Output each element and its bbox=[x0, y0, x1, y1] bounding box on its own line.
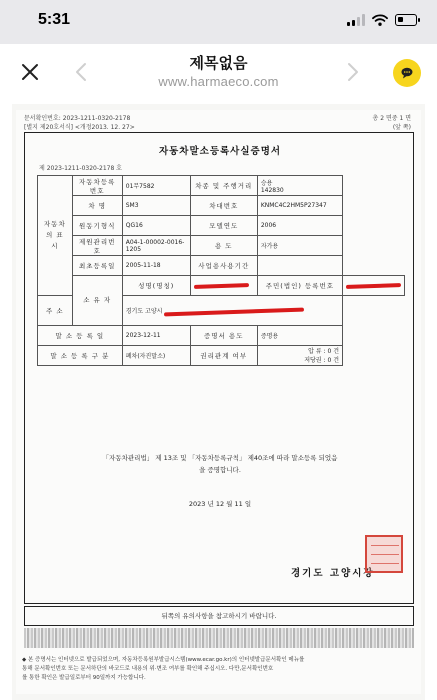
label-dereg-date: 말 소 등 록 일 bbox=[38, 326, 123, 346]
value-address bbox=[122, 296, 342, 326]
label-dereg-type: 말 소 등 록 구 분 bbox=[38, 346, 123, 366]
table-row bbox=[38, 236, 405, 256]
issuer-name: 경기도 고양시장 bbox=[291, 568, 375, 579]
address-text: 경기도 고양시 bbox=[125, 308, 163, 315]
label-model-year: 모델연도 bbox=[190, 216, 257, 236]
battery-icon bbox=[395, 14, 417, 26]
redaction-mark bbox=[194, 283, 249, 289]
label-rights: 권리관계 여부 bbox=[190, 346, 257, 366]
signal-icon bbox=[347, 14, 365, 26]
footnote-line: 통해 문서확인번호 또는 문서하단의 바코드로 내용의 위·변조 여부를 확인해 주십시오. 다만,문서확인번호 bbox=[22, 666, 274, 672]
value-seizure: 0 건 bbox=[327, 347, 339, 355]
doc-form-number: [별지 제20호서식] <개정2013. 12. 27> bbox=[24, 124, 135, 131]
value-name-redacted bbox=[190, 276, 257, 296]
wifi-icon bbox=[372, 14, 388, 26]
browser-sheet bbox=[0, 44, 437, 700]
doc-page-tag: (앞 쪽) bbox=[392, 124, 411, 131]
label-id-no: 주민(법인) 등록번호 bbox=[257, 276, 342, 296]
redaction-mark bbox=[164, 307, 304, 316]
statement-line-1: 「자동차관리법」 제 13조 및 「자동차등록규칙」 제40조에 따라 말소등록 되었음 bbox=[102, 454, 338, 462]
forward-icon[interactable] bbox=[346, 61, 360, 83]
label-reg-no: 자동차등록번호 bbox=[72, 176, 122, 196]
label-proof-use: 증명서 용도 bbox=[190, 326, 257, 346]
vehicle-info-table bbox=[37, 175, 405, 366]
footnote-line: ◆ 본 증명서는 인터넷으로 발급되었으며, 자동차등록원부발급시스템(www.ecar.go.kr)의 인터넷발급문서확인 메뉴를 bbox=[22, 657, 305, 663]
value-vin: KNMC4C2HM5P27347 bbox=[257, 196, 342, 216]
page-title: 제목없음 bbox=[189, 54, 248, 72]
label-seizure: 압 류 : bbox=[308, 347, 326, 355]
label-type-model: 원동기형식 bbox=[72, 216, 122, 236]
value-car-kind bbox=[257, 176, 342, 196]
value-car-name: SM3 bbox=[122, 196, 190, 216]
value-use: 자가용 bbox=[257, 236, 342, 256]
mgmt-no-text: A04-1-00002-0016-1205 bbox=[125, 238, 185, 253]
value-mortgage: 0 건 bbox=[327, 356, 339, 364]
section-owner-label: 소 유 자 bbox=[72, 276, 122, 326]
chat-icon[interactable] bbox=[393, 59, 421, 87]
table-row bbox=[38, 326, 405, 346]
label-mortgage: 저당권 : bbox=[304, 356, 326, 364]
certificate-frame bbox=[24, 132, 414, 604]
label-car-name: 차 명 bbox=[72, 196, 122, 216]
status-bar bbox=[0, 0, 437, 44]
label-car-kind: 차종 및 주행거리 bbox=[190, 176, 257, 196]
value-dereg-type: 폐차(자진말소) bbox=[122, 346, 190, 366]
doc-page-info: 총 2 면중 1 면 bbox=[372, 115, 411, 122]
status-icons bbox=[347, 14, 417, 26]
footnote bbox=[22, 656, 418, 683]
table-row bbox=[38, 196, 405, 216]
document-image bbox=[12, 104, 425, 700]
page-url[interactable]: www.harmaeco.com bbox=[158, 74, 279, 89]
value-rights bbox=[257, 346, 342, 366]
footnote-line: 를 통한 확인은 발급일로부터 90일까지 가능합니다. bbox=[22, 675, 146, 681]
issue-date: 2023 년 12 월 11 일 bbox=[188, 500, 252, 508]
value-type-model: QG16 bbox=[122, 216, 190, 236]
doc-header-right bbox=[373, 114, 411, 132]
official-seal bbox=[365, 535, 403, 573]
value-proof-use: 증명용 bbox=[257, 326, 342, 346]
certificate-page bbox=[16, 110, 421, 694]
value-period bbox=[257, 256, 342, 276]
label-period: 사업용사용기간 bbox=[190, 256, 257, 276]
doc-confirm-number: 문서확인번호: 2023-1211-0320-2178 bbox=[24, 115, 131, 122]
label-mgmt-no: 제원관리번호 bbox=[72, 236, 122, 256]
value-mileage: 142830 bbox=[260, 186, 284, 194]
value-reg-no: 01무7582 bbox=[122, 176, 190, 196]
table-row bbox=[38, 276, 405, 296]
statement-line-2: 을 증명합니다. bbox=[199, 466, 241, 474]
label-name: 성명(명칭) bbox=[122, 276, 190, 296]
label-use: 용 도 bbox=[190, 236, 257, 256]
label-vin: 차대번호 bbox=[190, 196, 257, 216]
doc-header-left bbox=[24, 114, 135, 132]
value-dereg-date: 2023-12-11 bbox=[122, 326, 190, 346]
label-address: 주 소 bbox=[38, 296, 73, 326]
status-time: 5:31 bbox=[38, 11, 71, 28]
notice-box: 뒤쪽의 유의사항을 참고하시기 바랍니다. bbox=[24, 606, 414, 626]
section-vehicle-label: 자동차의 표 시 bbox=[38, 176, 73, 296]
table-row bbox=[38, 216, 405, 236]
barcode-strip bbox=[24, 628, 414, 648]
value-id-redacted bbox=[343, 276, 405, 296]
redaction-mark bbox=[346, 283, 401, 289]
table-row bbox=[38, 176, 405, 196]
table-row bbox=[38, 256, 405, 276]
value-model-year: 2006 bbox=[257, 216, 342, 236]
value-mgmt-no bbox=[122, 236, 190, 256]
value-kind: 승용 bbox=[260, 179, 273, 187]
browser-toolbar bbox=[0, 44, 437, 102]
certificate-number: 제 2023-1211-0320-2178 호 bbox=[39, 165, 122, 172]
certificate-title: 자동차말소등록사실증명서 bbox=[158, 146, 282, 157]
value-first-reg: 2005-11-18 bbox=[122, 256, 190, 276]
label-first-reg: 최초등록일 bbox=[72, 256, 122, 276]
table-row bbox=[38, 346, 405, 366]
